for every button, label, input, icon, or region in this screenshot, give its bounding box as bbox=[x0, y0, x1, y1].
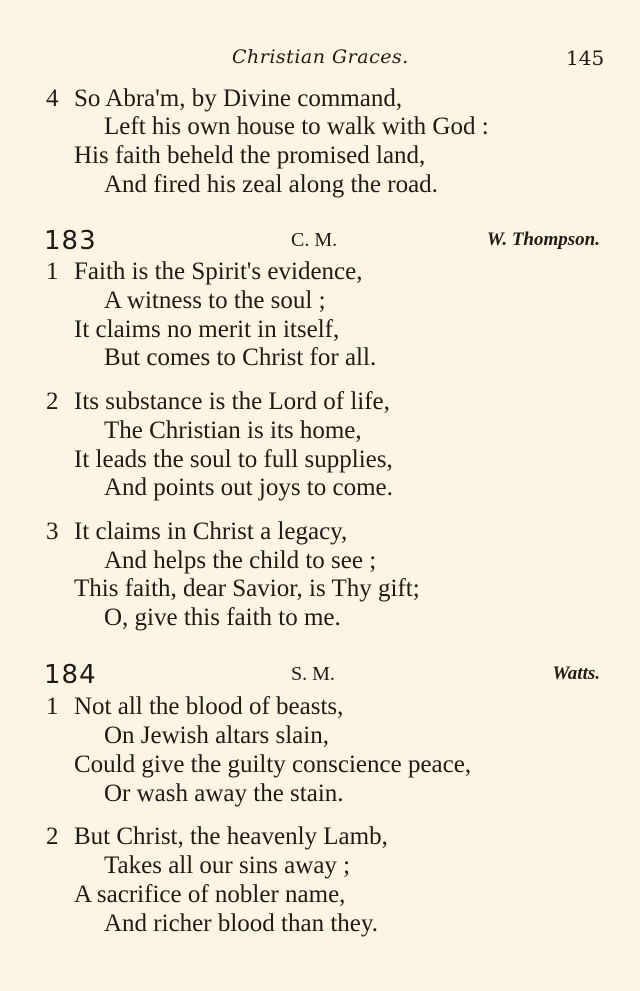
hymn-meter: S. M. bbox=[291, 663, 335, 685]
stanza-line: A sacrifice of nobler name, bbox=[74, 881, 346, 908]
page-number: 145 bbox=[566, 46, 605, 70]
section-title: Christian Graces. bbox=[232, 46, 409, 68]
stanza-line: And points out joys to come. bbox=[104, 474, 393, 501]
hymn-author: Watts. bbox=[552, 663, 600, 684]
hymn-author: W. Thompson. bbox=[486, 229, 600, 250]
stanza-line: The Christian is its home, bbox=[104, 417, 362, 444]
verse-number: 2 bbox=[46, 388, 59, 415]
stanza-line: His faith beheld the promised land, bbox=[74, 142, 426, 169]
stanza-line: Left his own house to walk with God : bbox=[104, 113, 489, 140]
stanza-line: And helps the child to see ; bbox=[104, 547, 377, 574]
hymn-183-header bbox=[0, 226, 640, 258]
verse-number: 2 bbox=[46, 823, 59, 850]
stanza-line: 3 It claims in Christ a legacy, bbox=[46, 518, 348, 545]
verse-number: 1 bbox=[46, 693, 59, 720]
stanza-line: 1 Faith is the Spirit's evidence, bbox=[46, 258, 363, 285]
stanza-line: On Jewish altars slain, bbox=[104, 722, 329, 749]
stanza-line: It leads the soul to full supplies, bbox=[74, 446, 393, 473]
stanza-line: Or wash away the stain. bbox=[104, 780, 344, 807]
stanza-line: Takes all our sins away ; bbox=[104, 852, 351, 879]
stanza-line: Could give the guilty conscience peace, bbox=[74, 751, 472, 778]
page-header bbox=[0, 46, 640, 70]
hymn-number: 183 bbox=[44, 226, 97, 256]
stanza-line: And fired his zeal along the road. bbox=[104, 171, 438, 198]
stanza-line: 2 But Christ, the heavenly Lamb, bbox=[46, 823, 388, 850]
stanza-line: 4 So Abra'm, by Divine command, bbox=[46, 85, 403, 112]
hymn-meter: C. M. bbox=[291, 229, 338, 251]
verse-number: 1 bbox=[46, 258, 59, 285]
hymn-number: 184 bbox=[44, 660, 97, 690]
stanza-line: 1 Not all the blood of beasts, bbox=[46, 693, 344, 720]
stanza-line: And richer blood than they. bbox=[104, 910, 378, 937]
stanza-line: 2 Its substance is the Lord of life, bbox=[46, 388, 390, 415]
stanza-line: But comes to Christ for all. bbox=[104, 344, 377, 371]
stanza-line: O, give this faith to me. bbox=[104, 604, 341, 631]
stanza-line: It claims no merit in itself, bbox=[74, 316, 340, 343]
verse-number: 4 bbox=[46, 85, 59, 112]
hymn-184-header bbox=[0, 660, 640, 692]
verse-number: 3 bbox=[46, 518, 59, 545]
stanza-line: This faith, dear Savior, is Thy gift; bbox=[74, 575, 420, 602]
stanza-line: A witness to the soul ; bbox=[104, 287, 326, 314]
